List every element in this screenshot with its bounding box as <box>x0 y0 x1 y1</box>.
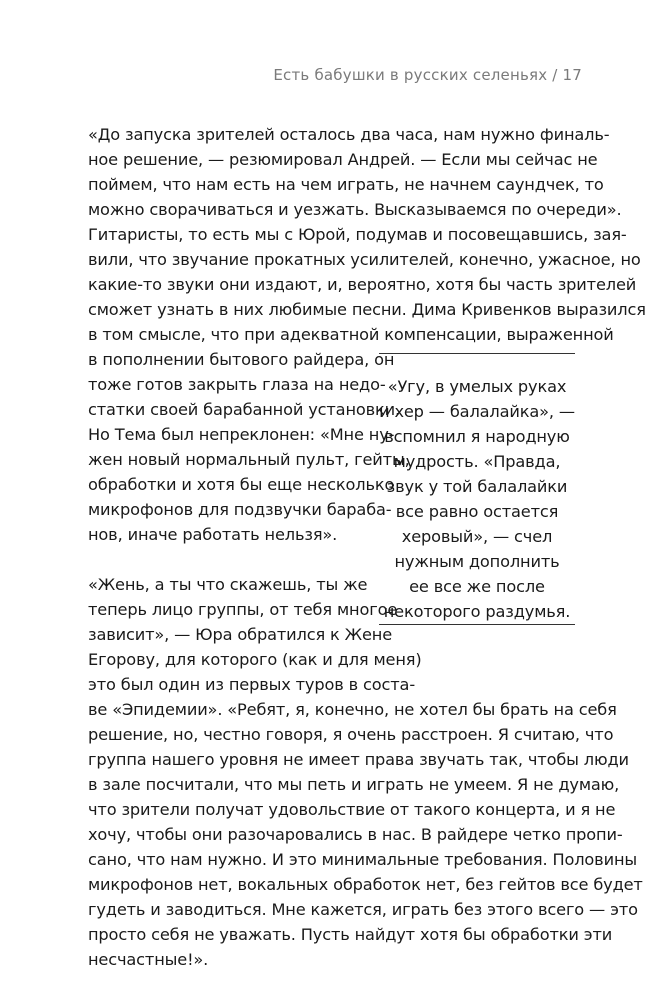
sidebar-quote-line: все равно остается <box>395 502 559 521</box>
paragraph-2-line: группа нашего уровня не имеет права звучать так, чтобы люди <box>88 750 629 769</box>
paragraph-1-line: статки своей барабанной установки. <box>88 400 401 419</box>
sidebar-quote-line: «Угу, в умелых руках <box>387 377 567 396</box>
paragraph-1-line: можно сворачиваться и уезжать. Высказываемся по очереди». <box>88 200 622 219</box>
sidebar-quote-line: некоторого раздумья. <box>383 602 571 621</box>
paragraph-2-line: несчастные!». <box>88 950 209 969</box>
paragraph-1-line: микрофонов для подзвучки бараба- <box>88 500 392 519</box>
paragraph-2-line: ве «Эпидемии». «Ребят, я, конечно, не хотел бы брать на себя <box>88 700 617 719</box>
paragraph-1-line: ное решение, — резюмировал Андрей. — Если мы сейчас не <box>88 150 598 169</box>
paragraph-2-line: теперь лицо группы, от тебя многое <box>88 600 398 619</box>
sidebar-top-rule <box>379 353 575 354</box>
paragraph-1-line: Гитаристы, то есть мы с Юрой, подумав и посовещавшись, зая- <box>88 225 627 244</box>
paragraph-2-line: в зале посчитали, что мы петь и играть не умеем. Я не думаю, <box>88 775 620 794</box>
paragraph-2-line: «Жень, а ты что скажешь, ты же <box>88 575 368 594</box>
running-head: Есть бабушки в русских селеньях / 17 <box>273 66 582 84</box>
paragraph-1-line: нов, иначе работать нельзя». <box>88 525 338 544</box>
paragraph-1-line: жен новый нормальный пульт, гейты, <box>88 450 410 469</box>
sidebar-quote-line: мудрость. «Правда, <box>393 452 561 471</box>
sidebar-quote-line: и хер — балалайка», — <box>379 402 575 421</box>
sidebar-quote-line: ее все же после <box>409 577 545 596</box>
sidebar-quote-line: вспомнил я народную <box>384 427 570 446</box>
paragraph-1-line: Но Тема был непреклонен: «Мне ну- <box>88 425 395 444</box>
sidebar-quote-line: нужным дополнить <box>394 552 560 571</box>
paragraph-1-line: поймем, что нам есть на чем играть, не начнем саундчек, то <box>88 175 604 194</box>
sidebar-quote-line: херовый», — счел <box>401 527 553 546</box>
paragraph-1-line: сможет узнать в них любимые песни. Дима Кривенков выразился <box>88 300 646 319</box>
paragraph-1-line: какие-то звуки они издают, и, вероятно, хотя бы часть зрителей <box>88 275 637 294</box>
paragraph-1-line: вили, что звучание прокатных усилителей, конечно, ужасное, но <box>88 250 641 269</box>
paragraph-2-line: просто себя не уважать. Пусть найдут хотя бы обработки эти <box>88 925 613 944</box>
sidebar-bottom-rule <box>379 624 575 625</box>
paragraph-2-line: решение, но, честно говоря, я очень расстроен. Я считаю, что <box>88 725 614 744</box>
paragraph-2-line: зависит», — Юра обратился к Жене <box>88 625 393 644</box>
sidebar-quote <box>379 353 575 626</box>
paragraph-2-line: это был один из первых туров в соста- <box>88 675 416 694</box>
paragraph-2-line: микрофонов нет, вокальных обработок нет, без гейтов все будет <box>88 875 643 894</box>
paragraph-2-line: сано, что нам нужно. И это минимальные требования. Половины <box>88 850 638 869</box>
paragraph-2-line: гудеть и заводиться. Мне кажется, играть без этого всего — это <box>88 900 638 919</box>
paragraph-2-line: что зрители получат удовольствие от такого концерта, и я не <box>88 800 616 819</box>
paragraph-2-line: Егорову, для которого (как и для меня) <box>88 650 422 669</box>
paragraph-1-line: «До запуска зрителей осталось два часа, нам нужно финаль- <box>88 125 610 144</box>
sidebar-quote-line: звук у той балалайки <box>386 477 568 496</box>
paragraph-1-line: обработки и хотя бы еще несколько <box>88 475 395 494</box>
paragraph-1-line: в том смысле, что при адекватной компенсации, выраженной <box>88 325 614 344</box>
paragraph-2-line: хочу, чтобы они разочаровались в нас. В райдере четко пропи- <box>88 825 623 844</box>
paragraph-1-line: в пополнении бытового райдера, он <box>88 350 395 369</box>
paragraph-1-line: тоже готов закрыть глаза на недо- <box>88 375 386 394</box>
